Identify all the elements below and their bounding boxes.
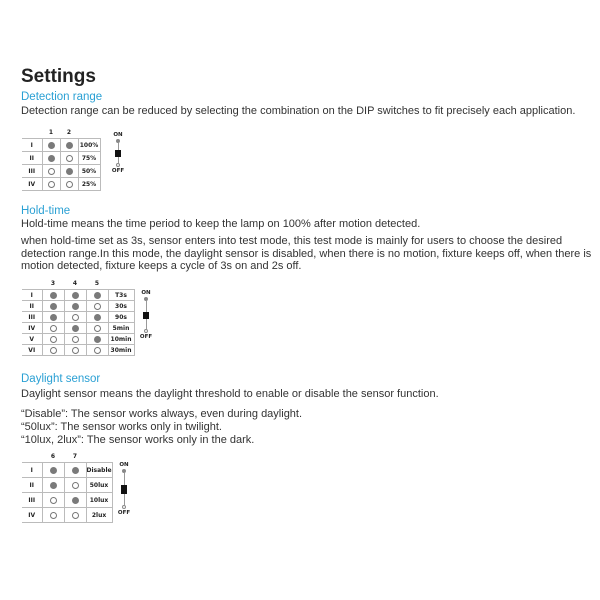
empty-circle-icon xyxy=(48,168,55,175)
daylight-disable-text: “Disable”: The sensor works always, even during daylight. xyxy=(21,408,303,420)
dip-cell xyxy=(86,334,108,345)
empty-circle-icon xyxy=(50,347,57,354)
filled-circle-icon xyxy=(72,497,79,504)
detection-dip-table xyxy=(22,127,101,191)
filled-circle-icon xyxy=(50,314,57,321)
empty-circle-icon xyxy=(66,181,73,188)
switch-off-label: OFF xyxy=(111,168,125,174)
dip-cell xyxy=(42,508,64,523)
setting-value: 100% xyxy=(78,139,100,152)
filled-circle-icon xyxy=(94,292,101,299)
empty-circle-icon xyxy=(50,497,57,504)
filled-circle-icon xyxy=(50,467,57,474)
dip-cell xyxy=(64,334,86,345)
dip-switch-legend-detection xyxy=(109,132,127,174)
setting-value: T3s xyxy=(108,290,134,301)
dip-cell xyxy=(60,178,78,191)
dip-cell xyxy=(42,312,64,323)
empty-circle-icon xyxy=(48,181,55,188)
filled-circle-icon xyxy=(50,303,57,310)
empty-circle-icon xyxy=(72,512,79,519)
dip-cell xyxy=(42,152,60,165)
setting-value: Disable xyxy=(86,463,112,478)
dip-cell xyxy=(42,139,60,152)
setting-value: 90s xyxy=(108,312,134,323)
dip-column-header: 7 xyxy=(64,451,86,463)
dip-cell xyxy=(86,323,108,334)
daylight-50lux-text: “50lux”: The sensor works only in twilight. xyxy=(21,421,222,433)
dip-cell xyxy=(64,323,86,334)
row-numeral: IV xyxy=(22,508,42,523)
dip-table-row xyxy=(22,312,134,323)
switch-on-label: ON xyxy=(141,290,151,296)
switch-off-label: OFF xyxy=(117,510,131,516)
setting-value: 50% xyxy=(78,165,100,178)
switch-on-label: ON xyxy=(113,132,123,138)
setting-value: 75% xyxy=(78,152,100,165)
dip-cell xyxy=(42,290,64,301)
detection-range-text: Detection range can be reduced by selecting the combination on the DIP switches to fit precisely each application. xyxy=(21,105,576,117)
dip-column-header: 1 xyxy=(42,127,60,139)
switch-knob-icon xyxy=(143,312,149,319)
dip-cell xyxy=(42,463,64,478)
dip-cell xyxy=(42,165,60,178)
daylight-sensor-title: Daylight sensor xyxy=(21,373,101,385)
filled-circle-icon xyxy=(72,467,79,474)
filled-circle-icon xyxy=(66,142,73,149)
dip-cell xyxy=(64,478,86,493)
dip-cell xyxy=(42,478,64,493)
dip-cell xyxy=(64,312,86,323)
row-numeral: III xyxy=(22,493,42,508)
setting-value: 30min xyxy=(108,345,134,356)
row-numeral: I xyxy=(22,290,42,301)
dip-cell xyxy=(64,345,86,356)
dip-cell xyxy=(42,493,64,508)
empty-circle-icon xyxy=(94,303,101,310)
setting-value: 50lux xyxy=(86,478,112,493)
dip-cell xyxy=(42,345,64,356)
dip-cell xyxy=(86,312,108,323)
row-numeral: III xyxy=(22,165,42,178)
empty-circle-icon xyxy=(72,482,79,489)
row-numeral: IV xyxy=(22,323,42,334)
dip-cell xyxy=(86,345,108,356)
dip-table-row xyxy=(22,334,134,345)
setting-value: 10lux xyxy=(86,493,112,508)
dip-cell xyxy=(86,290,108,301)
row-numeral: II xyxy=(22,152,42,165)
row-numeral: V xyxy=(22,334,42,345)
dip-switch-legend-daylight xyxy=(115,462,133,516)
daylight-dip-table xyxy=(22,451,113,523)
dip-table-row xyxy=(22,152,100,165)
filled-circle-icon xyxy=(50,292,57,299)
setting-value: 5min xyxy=(108,323,134,334)
empty-circle-icon xyxy=(50,325,57,332)
dip-cell xyxy=(60,165,78,178)
dip-table-row xyxy=(22,301,134,312)
row-numeral: II xyxy=(22,301,42,312)
dip-table-row xyxy=(22,290,134,301)
dip-cell xyxy=(42,301,64,312)
filled-circle-icon xyxy=(66,168,73,175)
empty-circle-icon xyxy=(50,336,57,343)
filled-circle-icon xyxy=(94,336,101,343)
setting-value: 10min xyxy=(108,334,134,345)
dip-table-row xyxy=(22,345,134,356)
dip-table-row xyxy=(22,463,112,478)
dip-cell xyxy=(64,493,86,508)
empty-circle-icon xyxy=(66,155,73,162)
filled-circle-icon xyxy=(94,314,101,321)
dip-column-header: 4 xyxy=(64,278,86,290)
row-numeral: IV xyxy=(22,178,42,191)
empty-circle-icon xyxy=(72,347,79,354)
row-numeral: I xyxy=(22,463,42,478)
empty-circle-icon xyxy=(94,347,101,354)
filled-circle-icon xyxy=(50,482,57,489)
dip-column-header: 5 xyxy=(86,278,108,290)
row-numeral: II xyxy=(22,478,42,493)
dip-cell xyxy=(64,301,86,312)
switch-knob-icon xyxy=(115,150,121,157)
empty-circle-icon xyxy=(72,336,79,343)
dip-table-row xyxy=(22,508,112,523)
dip-table-row xyxy=(22,478,112,493)
dip-column-header: 3 xyxy=(42,278,64,290)
filled-circle-icon xyxy=(48,155,55,162)
dip-cell xyxy=(42,334,64,345)
dip-cell xyxy=(60,152,78,165)
dip-cell xyxy=(64,508,86,523)
dip-table-row xyxy=(22,165,100,178)
dip-cell xyxy=(86,301,108,312)
dip-cell xyxy=(64,463,86,478)
dip-cell xyxy=(42,323,64,334)
filled-circle-icon xyxy=(72,292,79,299)
daylight-10lux-2lux-text: “10lux, 2lux”: The sensor works only in the dark. xyxy=(21,434,255,446)
dip-table-row xyxy=(22,323,134,334)
dip-column-header: 2 xyxy=(60,127,78,139)
filled-circle-icon xyxy=(48,142,55,149)
row-numeral: VI xyxy=(22,345,42,356)
hold-time-text: Hold-time means the time period to keep the lamp on 100% after motion detected. xyxy=(21,218,421,230)
dip-switch-legend-holdtime xyxy=(137,290,155,340)
hold-time-test-mode-text: when hold-time set as 3s, sensor enters into test mode, this test mode is mainly for users to choose the desired detection range.In this mode, the daylight sensor is disabled, when there is no motion, fixture keeps off, when there is motion detected, fixture keeps a cycle of 3s on and 2s off. xyxy=(21,235,592,272)
filled-circle-icon xyxy=(72,325,79,332)
dip-table-row xyxy=(22,178,100,191)
empty-circle-icon xyxy=(72,314,79,321)
dip-table-row xyxy=(22,493,112,508)
dip-cell xyxy=(64,290,86,301)
detection-range-title: Detection range xyxy=(21,91,103,103)
page-title: Settings xyxy=(21,66,96,87)
dip-table-row xyxy=(22,139,100,152)
empty-circle-icon xyxy=(50,512,57,519)
hold-time-title: Hold-time xyxy=(21,205,71,217)
dip-column-header: 6 xyxy=(42,451,64,463)
row-numeral: I xyxy=(22,139,42,152)
dip-cell xyxy=(60,139,78,152)
dip-cell xyxy=(42,178,60,191)
hold-time-dip-table xyxy=(22,278,135,356)
switch-off-label: OFF xyxy=(139,334,153,340)
setting-value: 30s xyxy=(108,301,134,312)
empty-circle-icon xyxy=(94,325,101,332)
switch-knob-icon xyxy=(121,485,127,494)
setting-value: 25% xyxy=(78,178,100,191)
setting-value: 2lux xyxy=(86,508,112,523)
row-numeral: III xyxy=(22,312,42,323)
switch-on-label: ON xyxy=(119,462,129,468)
daylight-sensor-text: Daylight sensor means the daylight threshold to enable or disable the sensor function. xyxy=(21,388,439,400)
filled-circle-icon xyxy=(72,303,79,310)
